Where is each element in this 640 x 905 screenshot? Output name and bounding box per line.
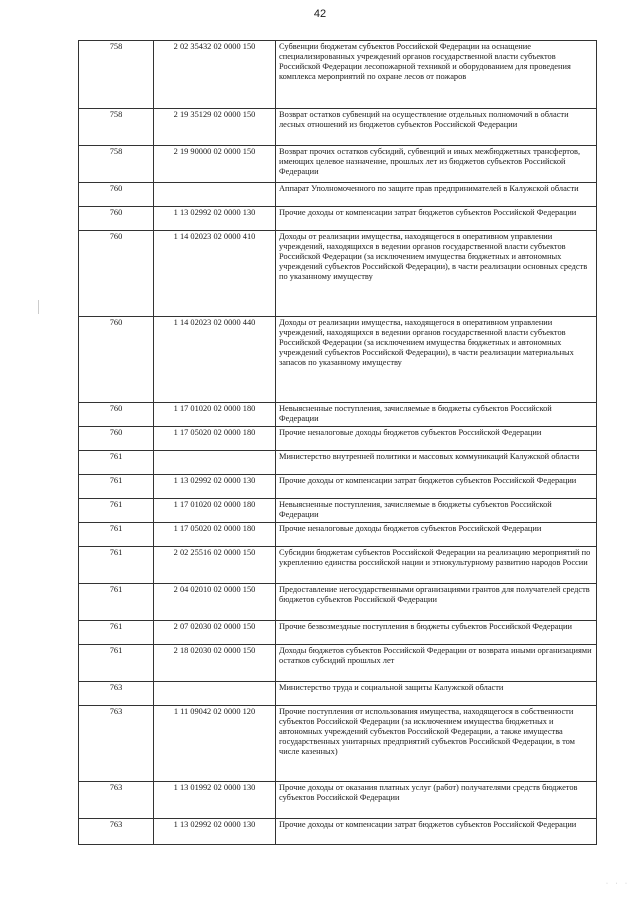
revenue-code-cell: 2 07 02030 02 0000 150 (154, 621, 276, 645)
admin-code-cell: 763 (79, 819, 154, 845)
admin-code-cell: 761 (79, 584, 154, 621)
page-number: 42 (313, 8, 327, 20)
table-row (79, 621, 597, 645)
admin-code-cell: 763 (79, 682, 154, 706)
table-row (79, 231, 597, 317)
revenue-name-cell: Доходы от реализации имущества, находящегося в оперативном управлении учреждений, находящихся в ведении органов государственной власти субъектов Российской Федерации (за исключением имущества бюджетных и автономных учреждений субъектов Российской Федерации), в части реализации основных средств по указанному имуществу (276, 231, 597, 317)
admin-code-cell: 763 (79, 706, 154, 782)
admin-code-cell: 761 (79, 499, 154, 523)
table-row (79, 41, 597, 109)
admin-code-cell: 760 (79, 403, 154, 427)
revenue-code-cell: 1 13 02992 02 0000 130 (154, 475, 276, 499)
table-row (79, 499, 597, 523)
admin-code-cell: 760 (79, 207, 154, 231)
revenue-code-cell: 2 18 02030 02 0000 150 (154, 645, 276, 682)
table-row (79, 207, 597, 231)
table-row (79, 403, 597, 427)
admin-code-cell: 758 (79, 41, 154, 109)
table-row (79, 183, 597, 207)
revenue-code-cell: 1 17 01020 02 0000 180 (154, 499, 276, 523)
revenue-name-cell: Прочие неналоговые доходы бюджетов субъектов Российской Федерации (276, 523, 597, 547)
admin-code-cell: 761 (79, 523, 154, 547)
revenue-code-cell: 1 14 02023 02 0000 440 (154, 317, 276, 403)
revenue-name-cell: Невыясненные поступления, зачисляемые в бюджеты субъектов Российской Федерации (276, 403, 597, 427)
revenue-name-cell: Доходы бюджетов субъектов Российской Федерации от возврата иными организациями остатков субсидий прошлых лет (276, 645, 597, 682)
admin-code-cell: 760 (79, 183, 154, 207)
table-row (79, 109, 597, 146)
revenue-code-cell (154, 682, 276, 706)
table-row (79, 523, 597, 547)
revenue-name-cell: Доходы от реализации имущества, находящегося в оперативном управлении учреждений, находящихся в ведении органов государственной власти субъектов Российской Федерации (за исключением имущества бюджетных и автономных учреждений субъектов Российской Федерации), в части реализации материальных запасов по указанному имуществу (276, 317, 597, 403)
table-row (79, 682, 597, 706)
revenue-code-cell (154, 183, 276, 207)
revenue-code-cell: 2 19 35129 02 0000 150 (154, 109, 276, 146)
table-row (79, 475, 597, 499)
revenue-name-cell: Министерство труда и социальной защиты Калужской области (276, 682, 597, 706)
admin-code-cell: 761 (79, 621, 154, 645)
revenue-name-cell: Прочие доходы от компенсации затрат бюджетов субъектов Российской Федерации (276, 819, 597, 845)
revenue-name-cell: Субвенции бюджетам субъектов Российской Федерации на оснащение специализированных учреждений органов государственной власти субъектов Российской Федерации лесопожарной техникой и оборудованием для проведения комплекса мероприятий по охране лесов от пожаров (276, 41, 597, 109)
revenue-code-cell: 2 02 25516 02 0000 150 (154, 547, 276, 584)
table-row (79, 706, 597, 782)
table-row (79, 146, 597, 183)
revenue-code-cell: 1 11 09042 02 0000 120 (154, 706, 276, 782)
table-row (79, 317, 597, 403)
revenue-code-cell: 2 02 35432 02 0000 150 (154, 41, 276, 109)
admin-code-cell: 760 (79, 231, 154, 317)
revenue-name-cell: Возврат остатков субвенций на осуществление отдельных полномочий в области лесных отношений из бюджетов субъектов Российской Федерации (276, 109, 597, 146)
table-row (79, 427, 597, 451)
revenue-name-cell: Прочие безвозмездные поступления в бюджеты субъектов Российской Федерации (276, 621, 597, 645)
admin-code-cell: 761 (79, 475, 154, 499)
revenue-name-cell: Невыясненные поступления, зачисляемые в бюджеты субъектов Российской Федерации (276, 499, 597, 523)
table-row (79, 819, 597, 845)
revenue-code-cell: 2 19 90000 02 0000 150 (154, 146, 276, 183)
revenue-code-cell: 1 13 02992 02 0000 130 (154, 207, 276, 231)
revenue-name-cell: Аппарат Уполномоченного по защите прав предпринимателей в Калужской области (276, 183, 597, 207)
admin-code-cell: 760 (79, 427, 154, 451)
revenue-name-cell: Прочие доходы от оказания платных услуг (работ) получателями средств бюджетов субъектов Российской Федерации (276, 782, 597, 819)
scan-artifact: · · · (606, 881, 630, 887)
revenue-code-cell: 1 13 01992 02 0000 130 (154, 782, 276, 819)
revenue-code-cell: 1 14 02023 02 0000 410 (154, 231, 276, 317)
revenue-code-cell: 1 13 02992 02 0000 130 (154, 819, 276, 845)
budget-revenue-table (78, 40, 597, 845)
admin-code-cell: 761 (79, 547, 154, 584)
revenue-name-cell: Министерство внутренней политики и массовых коммуникаций Калужской области (276, 451, 597, 475)
revenue-code-cell: 1 17 05020 02 0000 180 (154, 427, 276, 451)
revenue-name-cell: Прочие доходы от компенсации затрат бюджетов субъектов Российской Федерации (276, 207, 597, 231)
table-row (79, 584, 597, 621)
admin-code-cell: 758 (79, 146, 154, 183)
revenue-name-cell: Прочие поступления от использования имущества, находящегося в собственности субъектов Российской Федерации (за исключением имущества бюджетных и автономных учреждений субъектов Российской Федерации, а также имущества государственных унитарных предприятий субъектов Российской Федерации, в том числе казенных) (276, 706, 597, 782)
scan-margin-mark (38, 300, 39, 314)
revenue-name-cell: Прочие доходы от компенсации затрат бюджетов субъектов Российской Федерации (276, 475, 597, 499)
revenue-name-cell: Возврат прочих остатков субсидий, субвенций и иных межбюджетных трансфертов, имеющих целевое назначение, прошлых лет из бюджетов субъектов Российской Федерации (276, 146, 597, 183)
admin-code-cell: 760 (79, 317, 154, 403)
table-row (79, 547, 597, 584)
admin-code-cell: 763 (79, 782, 154, 819)
revenue-code-cell: 1 17 01020 02 0000 180 (154, 403, 276, 427)
revenue-name-cell: Предоставление негосударственными организациями грантов для получателей средств бюджетов субъектов Российской Федерации (276, 584, 597, 621)
revenue-name-cell: Субсидии бюджетам субъектов Российской Федерации на реализацию мероприятий по укреплению единства российской нации и этнокультурному развитию народов России (276, 547, 597, 584)
revenue-name-cell: Прочие неналоговые доходы бюджетов субъектов Российской Федерации (276, 427, 597, 451)
admin-code-cell: 758 (79, 109, 154, 146)
table-row (79, 645, 597, 682)
table-row (79, 782, 597, 819)
revenue-code-cell (154, 451, 276, 475)
revenue-code-cell: 1 17 05020 02 0000 180 (154, 523, 276, 547)
admin-code-cell: 761 (79, 451, 154, 475)
table-row (79, 451, 597, 475)
revenue-code-cell: 2 04 02010 02 0000 150 (154, 584, 276, 621)
admin-code-cell: 761 (79, 645, 154, 682)
